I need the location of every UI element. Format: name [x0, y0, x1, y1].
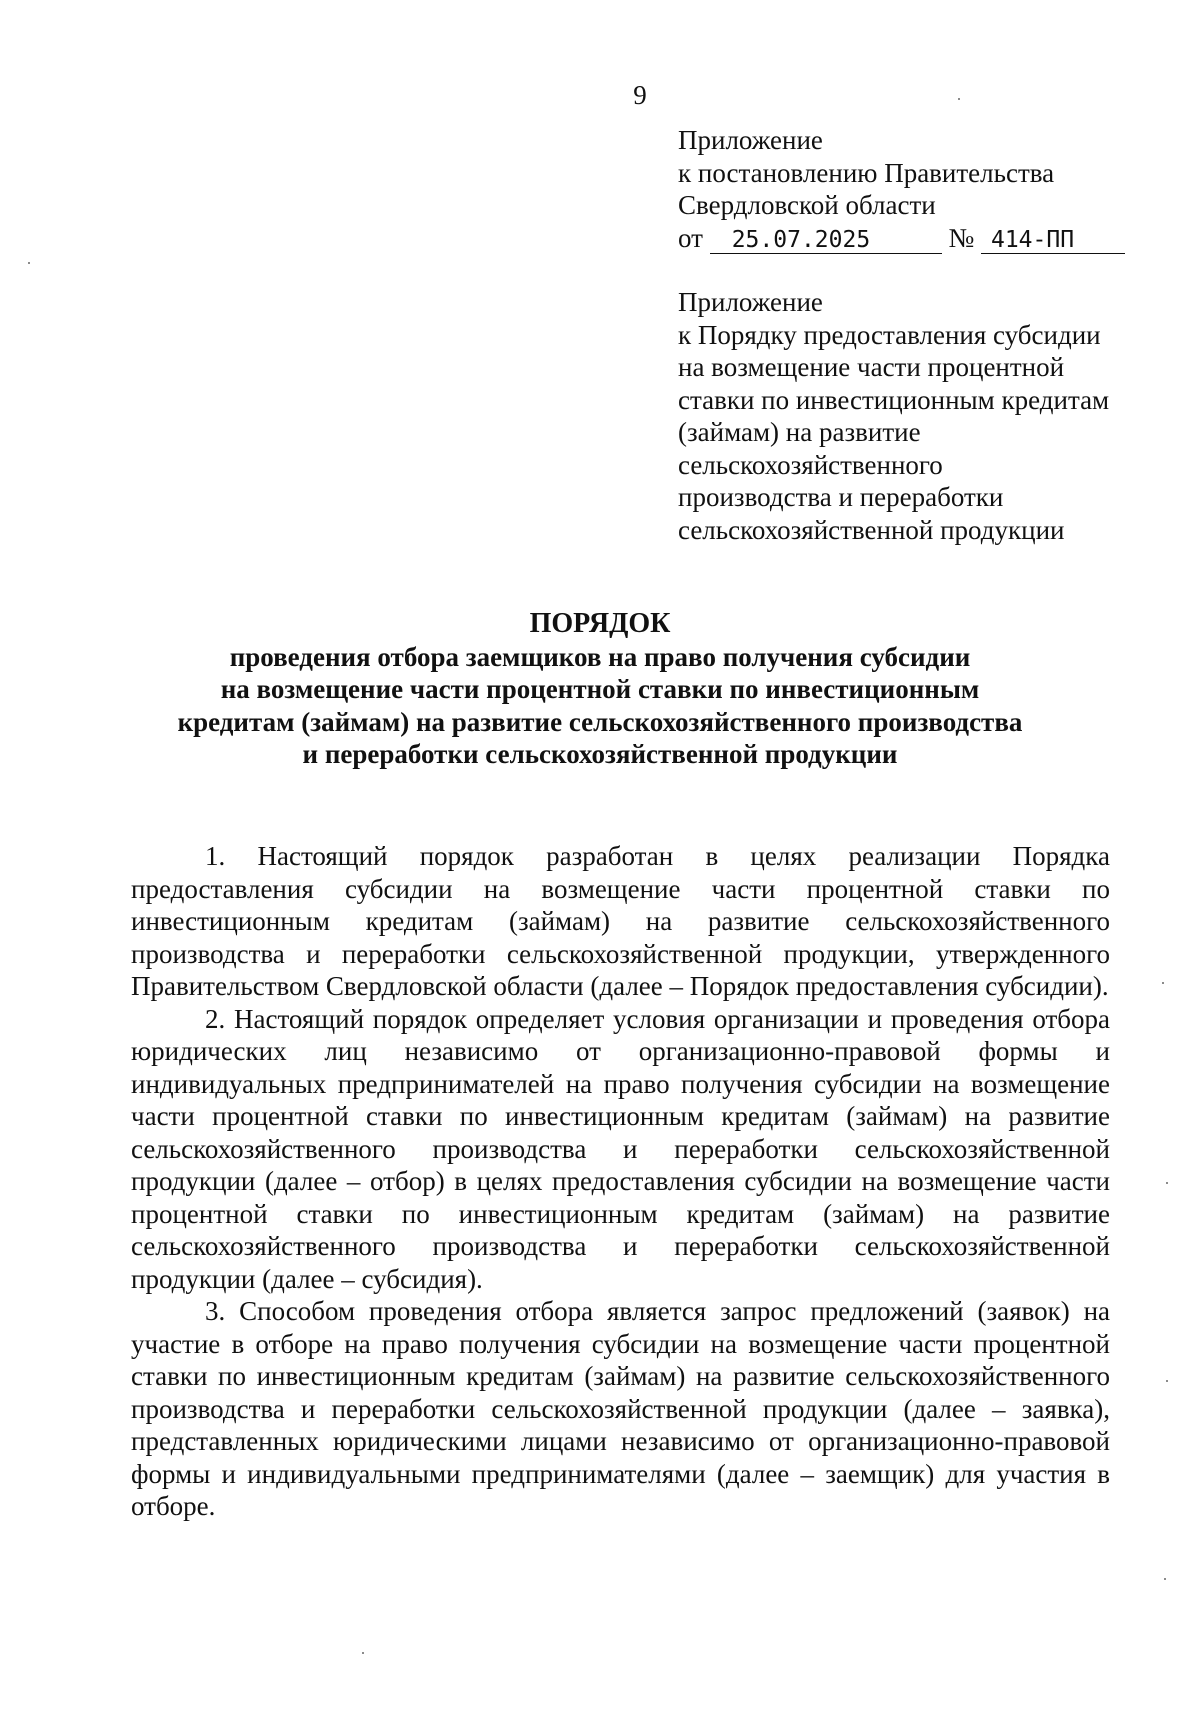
title-subtitle-line: проведения отбора заемщиков на право получения субсидии [229, 641, 971, 672]
appendix-order-line: (займам) на развитие [678, 417, 921, 447]
title-subtitle-line: на возмещение части процентной ставки по инвестиционным [220, 674, 980, 704]
title-subtitle-line: кредитам (займам) на развитие сельскохозяйственного производства [177, 706, 1023, 737]
paragraph-3: 3. Способом проведения отбора является запрос предложений (заявок) на участие в отборе на право получения субсидии на возмещение части процентной ставки по инвестиционным кредитам (займам) на развитие сельскохозяйственного производства и переработки сельскохозяйственной продукции (далее – заявка), представленных юридическими лицами независимо от организационно-правовой формы и индивидуальными предпринимателями (далее – заемщик) для участия в отборе. [131, 1296, 1110, 1521]
title-subtitle-line: и переработки сельскохозяйственной продукции [302, 739, 898, 769]
document-title [130, 608, 1070, 771]
document-body [131, 840, 1110, 1523]
appendix-decree-line: Приложение [678, 125, 823, 155]
appendix-decree-block [678, 124, 1125, 254]
appendix-order-block [678, 286, 1109, 546]
appendix-order-line: Приложение [678, 287, 823, 317]
appendix-decree-line: Свердловской области [678, 190, 936, 220]
appendix-order-line: на возмещение части процентной [678, 352, 1065, 382]
scan-speck [958, 98, 960, 100]
scan-speck [1166, 1380, 1168, 1382]
appendix-order-line: ставки по инвестиционным кредитам [678, 384, 1110, 415]
scan-speck [1162, 982, 1164, 984]
scan-speck [362, 1652, 364, 1654]
decree-number: 414-ПП [981, 227, 1125, 254]
title-main: ПОРЯДОК [529, 608, 671, 639]
appendix-order-line: к Порядку предоставления субсидии [678, 319, 1101, 350]
page-number: 9 [633, 80, 647, 110]
paragraph-1: 1. Настоящий порядок разработан в целях реализации Порядка предоставления субсидии на возмещение части процентной ставки по инвестиционным кредитам (займам) на развитие сельскохозяйственного производства и переработки сельскохозяйственной продукции, утвержденного Правительством Свердловской области (далее – Порядок предоставления субсидии). [131, 841, 1110, 1001]
appendix-order-line: сельскохозяйственного [678, 449, 943, 480]
number-prefix: № [948, 222, 975, 253]
appendix-decree-line: к постановлению Правительства [678, 157, 1055, 188]
paragraph-2: 2. Настоящий порядок определяет условия организации и проведения отбора юридических лиц независимо от организационно-правовой формы и индивидуальных предпринимателей на право получения субсидии на возмещение части процентной ставки по инвестиционным кредитам (займам) на развитие сельскохозяйственного производства и переработки сельскохозяйственной продукции (далее – отбор) в целях предоставления субсидии на возмещение части процентной ставки по инвестиционным кредитам (займам) на развитие сельскохозяйственного производства и переработки сельскохозяйственной продукции (далее – субсидия). [131, 1003, 1110, 1294]
decree-date-line [678, 222, 1125, 255]
scan-speck [1164, 1578, 1166, 1580]
scan-speck [1166, 1182, 1168, 1184]
appendix-order-line: сельскохозяйственной продукции [678, 514, 1065, 545]
decree-date: 25.07.2025 [710, 227, 942, 254]
scan-speck [28, 262, 30, 264]
appendix-order-line: производства и переработки [678, 482, 1004, 512]
date-prefix: от [678, 222, 703, 253]
